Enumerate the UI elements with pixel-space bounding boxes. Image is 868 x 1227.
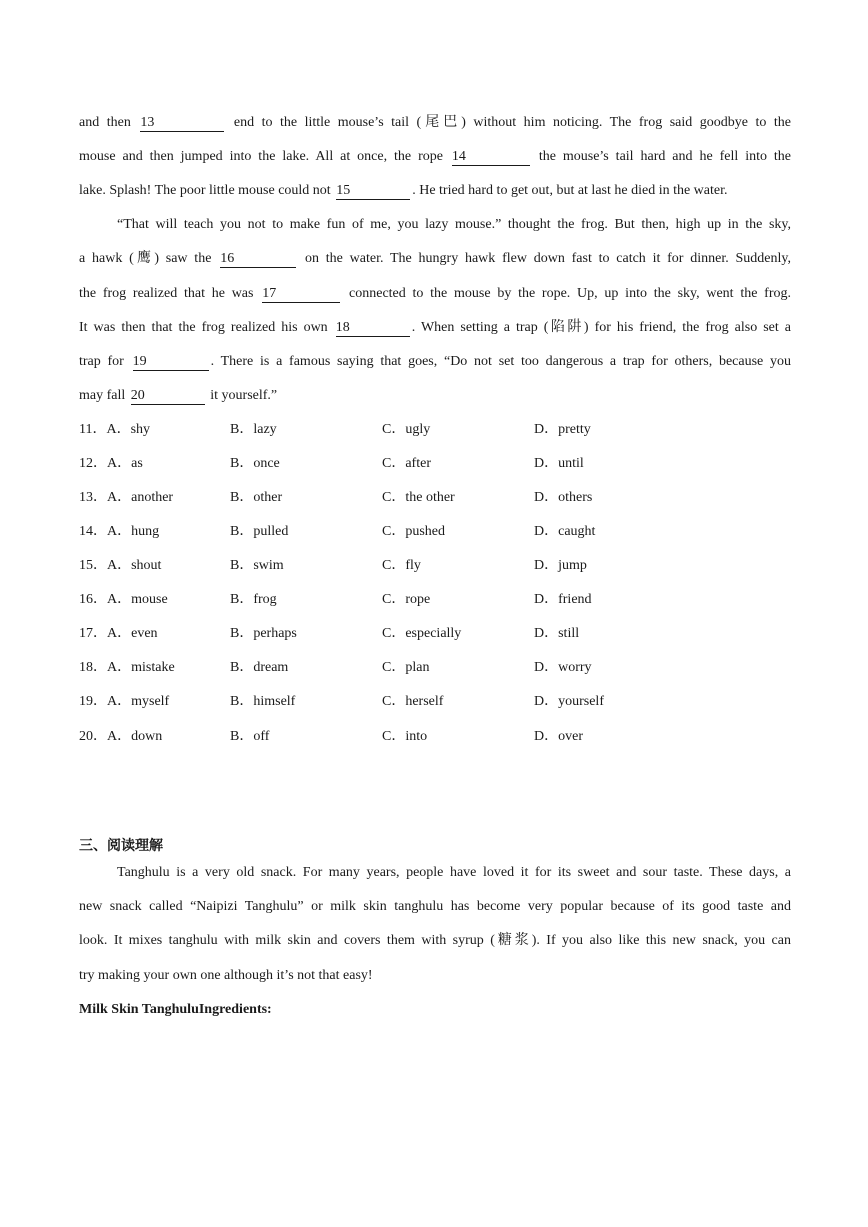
passage-line: a hawk (鹰) saw the 16 on the water. The hungry hawk flew down fast to catch it for dinner. Suddenly, <box>79 251 792 266</box>
paragraph-line: look. It mixes tanghulu with milk skin and covers them with syrup (糖浆). If you also like this new snack, you can <box>79 933 791 948</box>
option-c: C．plan <box>382 660 430 675</box>
blank-17: 17 <box>262 286 340 303</box>
option-row <box>79 556 699 576</box>
option-a: 20．A．down <box>79 729 163 744</box>
blank-14: 14 <box>452 149 530 166</box>
option-b: B．frog <box>230 592 277 607</box>
blank-19: 19 <box>133 354 209 371</box>
option-c: C．the other <box>382 490 455 505</box>
option-row <box>79 624 699 644</box>
passage-line: lake. Splash! The poor little mouse could not 15 . He tried hard to get out, but at last he died in the water. <box>79 183 728 198</box>
option-c: C．herself <box>382 694 444 709</box>
paragraph-line: Tanghulu is a very old snack. For many years, people have loved it for its sweet and sour taste. These days, a <box>117 865 791 880</box>
option-d: D．others <box>534 490 593 505</box>
passage-line: “That will teach you not to make fun of me, you lazy mouse.” thought the frog. But then, high up in the sky, <box>117 217 791 232</box>
blank-20: 20 <box>131 388 205 405</box>
option-a: 14．A．hung <box>79 524 160 539</box>
passage-line: may fall 20 it yourself.” <box>79 388 278 403</box>
option-d: D．yourself <box>534 694 604 709</box>
option-c: C．ugly <box>382 422 431 437</box>
option-b: B．once <box>230 456 280 471</box>
option-c: C．pushed <box>382 524 445 539</box>
blank-16: 16 <box>220 251 296 268</box>
option-b: B．perhaps <box>230 626 297 641</box>
option-c: C．rope <box>382 592 431 607</box>
option-d: D．until <box>534 456 584 471</box>
passage-line: trap for 19 . There is a famous saying that goes, “Do not set too dangerous a trap for others, because you <box>79 354 791 369</box>
ingredients-heading: Milk Skin TanghuluIngredients: <box>79 1002 272 1017</box>
option-row <box>79 727 699 747</box>
option-b: B．off <box>230 729 270 744</box>
option-b: B．pulled <box>230 524 289 539</box>
passage-line: the frog realized that he was 17 connected to the mouse by the rope. Up, up into the sky, went the frog. <box>79 286 792 301</box>
option-c: C．after <box>382 456 431 471</box>
option-row <box>79 420 699 440</box>
option-a: 17．A．even <box>79 626 158 641</box>
option-d: D．still <box>534 626 580 641</box>
option-a: 11．A．shy <box>79 422 151 437</box>
option-a: 19．A．myself <box>79 694 170 709</box>
option-d: D．pretty <box>534 422 591 437</box>
option-b: B．lazy <box>230 422 277 437</box>
option-b: B．swim <box>230 558 284 573</box>
option-row <box>79 454 699 474</box>
paragraph-line: new snack called “Naipizi Tanghulu” or milk skin tanghulu has become very popular because of its good taste and <box>79 899 791 914</box>
option-row <box>79 658 699 678</box>
option-d: D．caught <box>534 524 596 539</box>
option-a: 18．A．mistake <box>79 660 175 675</box>
option-row <box>79 590 699 610</box>
blank-13: 13 <box>140 115 224 132</box>
option-d: D．jump <box>534 558 587 573</box>
option-d: D．worry <box>534 660 592 675</box>
option-b: B．himself <box>230 694 296 709</box>
option-d: D．over <box>534 729 583 744</box>
paragraph-line: try making your own one although it’s not that easy! <box>79 968 373 983</box>
option-d: D．friend <box>534 592 592 607</box>
option-a: 16．A．mouse <box>79 592 168 607</box>
option-row <box>79 522 699 542</box>
option-a: 12．A．as <box>79 456 143 471</box>
option-row <box>79 488 699 508</box>
option-c: C．especially <box>382 626 462 641</box>
passage-line: It was then that the frog realized his own 18 . When setting a trap (陷阱) for his friend, the frog also set a <box>79 320 792 335</box>
option-a: 13．A．another <box>79 490 174 505</box>
option-c: C．into <box>382 729 428 744</box>
option-b: B．dream <box>230 660 289 675</box>
passage-line: mouse and then jumped into the lake. All at once, the rope 14 the mouse’s tail hard and he fell into the <box>79 149 792 164</box>
section-title: 三、阅读理解 <box>79 838 163 854</box>
option-a: 15．A．shout <box>79 558 162 573</box>
option-c: C．fly <box>382 558 421 573</box>
blank-18: 18 <box>336 320 410 337</box>
option-row <box>79 692 699 712</box>
option-b: B．other <box>230 490 283 505</box>
passage-line: and then 13 end to the little mouse’s tail (尾巴) without him noticing. The frog said goodbye to the <box>79 115 791 130</box>
blank-15: 15 <box>336 183 410 200</box>
